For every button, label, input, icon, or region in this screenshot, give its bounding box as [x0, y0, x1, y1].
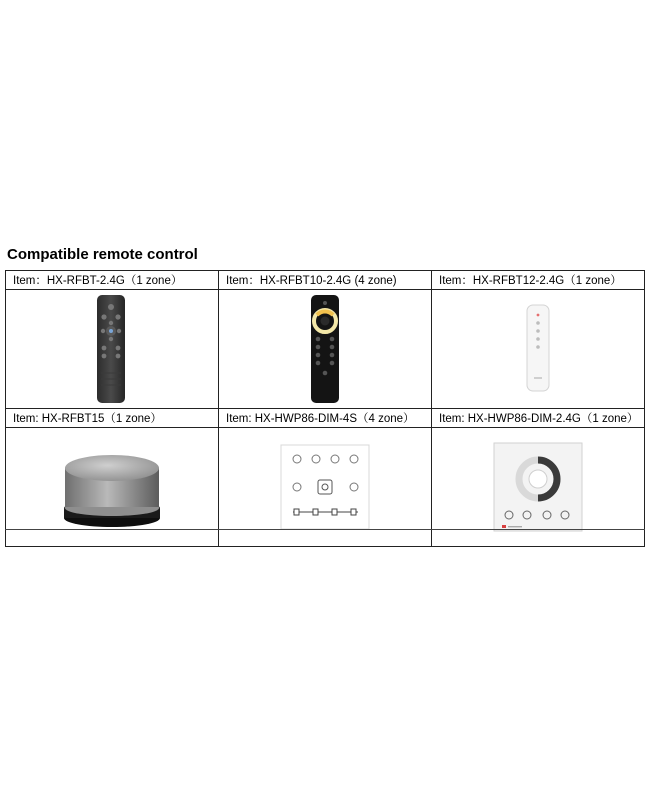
- table-bottom-border: [5, 529, 645, 530]
- item-label-2: Item：HX-RFBT10-2.4G (4 zone): [219, 271, 432, 290]
- table-row: [6, 409, 645, 428]
- wall-panel-4zone-icon: [280, 444, 370, 530]
- item-image-cell-3: [432, 290, 645, 409]
- item-label-4: Item: HX-RFBT15（1 zone）: [6, 409, 219, 428]
- item-label-3: Item：HX-RFBT12-2.4G（1 zone）: [432, 271, 645, 290]
- item-image-cell-2: [219, 290, 432, 409]
- white-slim-remote-icon: [521, 293, 555, 405]
- item-label-6: Item: HX-HWP86-DIM-2.4G（1 zone）: [432, 409, 645, 428]
- item-image-cell-1: [6, 290, 219, 409]
- color-wheel-remote-icon: [305, 293, 345, 405]
- compatible-remotes-table: [5, 270, 645, 547]
- wall-panel-dial-icon: [492, 441, 584, 533]
- item-label-5: Item: HX-HWP86-DIM-4S（4 zone）: [219, 409, 432, 428]
- table-row: [6, 271, 645, 290]
- round-knob-remote-icon: [57, 442, 167, 532]
- black-remote-icon: [92, 293, 132, 405]
- item-label-1: Item：HX-RFBT-2.4G（1 zone）: [6, 271, 219, 290]
- table-row: [6, 290, 645, 409]
- section-title: Compatible remote control: [7, 246, 198, 263]
